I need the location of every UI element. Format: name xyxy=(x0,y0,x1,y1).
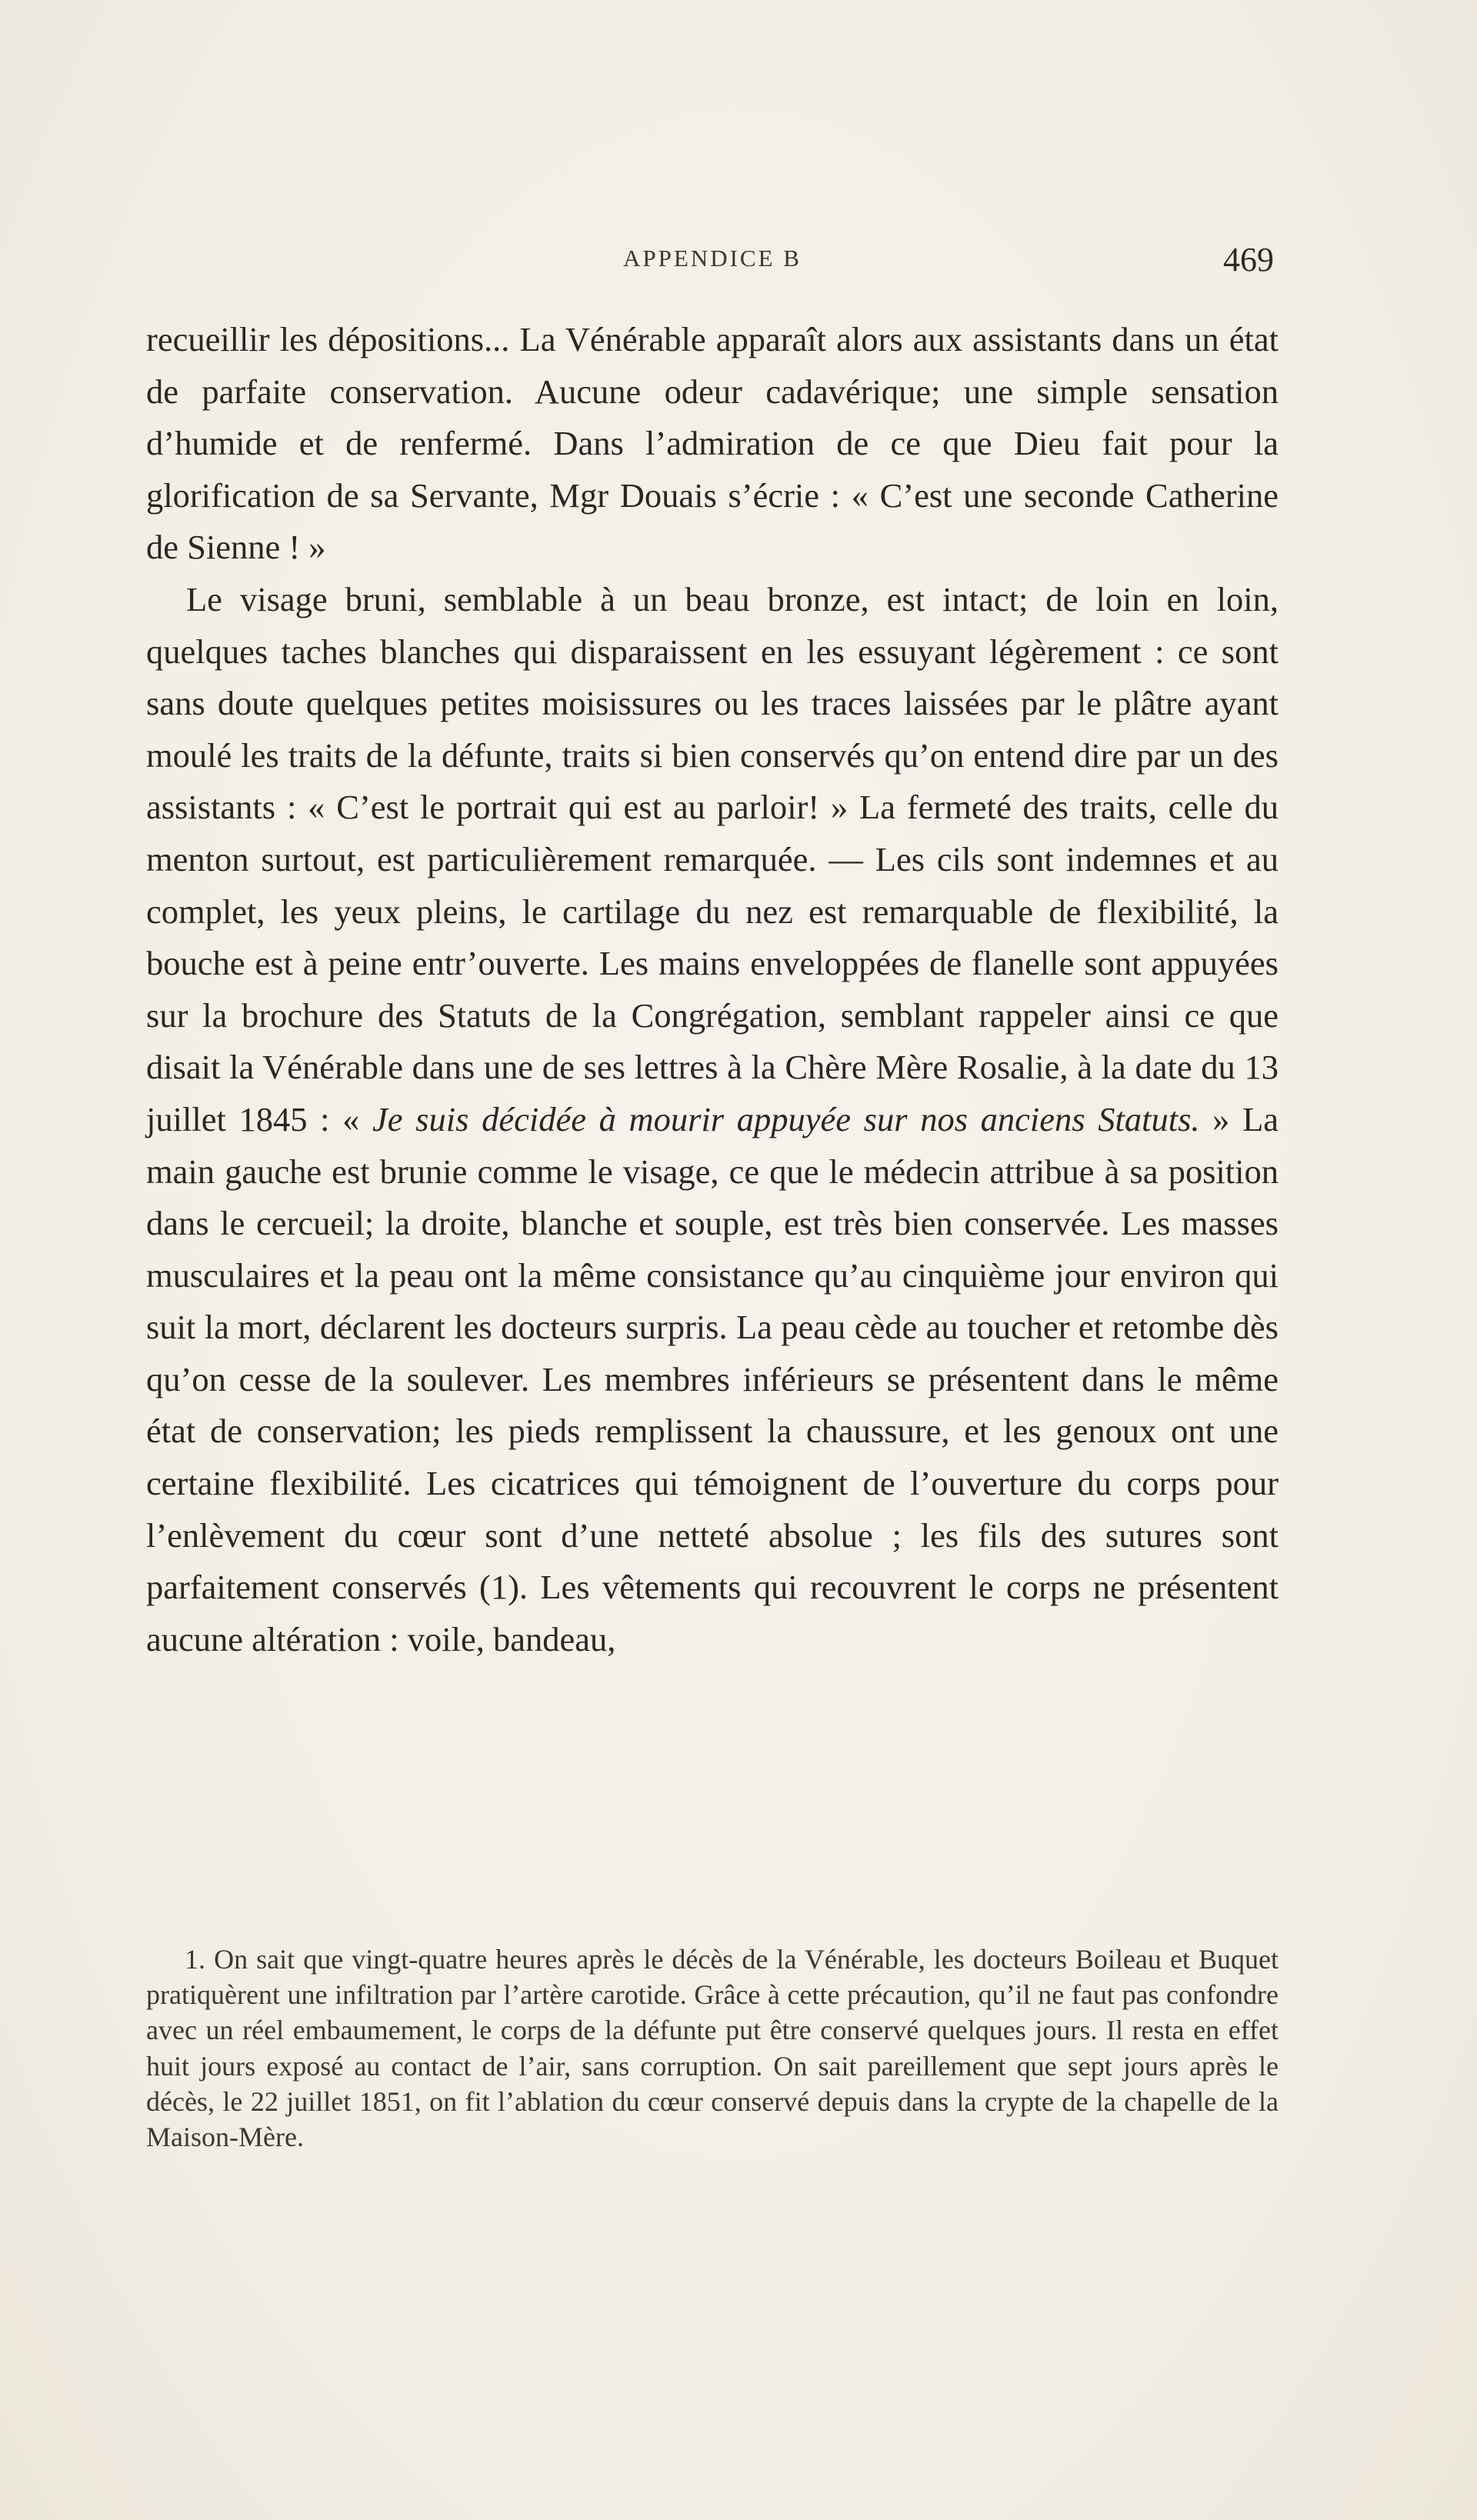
italic-quote: Je suis décidée à mourir appuyée sur nos anciens Statuts. xyxy=(372,1099,1200,1138)
page-header xyxy=(146,240,1279,286)
paragraph-2-text-b: » La main gauche est brunie comme le visage, ce que le médecin attribue à sa position dans le cercueil; la droite, blanche et souple, est très bien conservée. Les masses musculaires et la peau ont la même consistance qu’au cinquième jour environ qui suit la mort, déclarent les docteurs surpris. La peau cède au toucher et retombe dès qu’on cesse de la soulever. Les membres inférieurs se présentent dans le même état de conservation; les pieds remplissent la chaussure, et les genoux ont une certaine flexibilité. Les cicatrices qui témoignent de l’ouverture du corps pour l’enlèvement du cœur sont d’une netteté absolue ; les fils des sutures sont parfaitement conservés (1). Les vêtements qui recouvrent le corps ne présentent aucune altération : voile, bandeau, xyxy=(146,1099,1279,1658)
footnotes xyxy=(146,1942,1279,2155)
main-text xyxy=(146,314,1279,1665)
page-number: 469 xyxy=(1223,241,1274,278)
paragraph-2-text-a: Le visage bruni, semblable à un beau bronze, est intact; de loin en loin, quelques taches blanches qui disparaissent en les essuyant légèrement : ce sont sans doute quelques petites moisissures ou les traces laissées par le plâtre ayant moulé les traits de la défunte, traits si bien conservés qu’on entend dire par un des assistants : « C’est le portrait qui est au parloir! » La fermeté des traits, celle du menton surtout, est particulièrement remarquée. — Les cils sont indemnes et au complet, les yeux pleins, le cartilage du nez est remarquable de flexibilité, la bouche est à peine entr’ouverte. Les mains enveloppées de flanelle sont appuyées sur la brochure des Statuts de la Congrégation, semblant rappeler ainsi ce que disait la Vénérable dans une de ses lettres à la Chère Mère Rosalie, à la date du 13 juillet 1845 : « xyxy=(146,579,1279,1138)
paragraph-1: recueillir les dépositions... La Vénérable apparaît alors aux assistants dans un état de parfaite conservation. Aucune odeur cadavérique; une simple sensation d’humide et de renfermé. Dans l’admiration de ce que Dieu fait pour la glorification de sa Servante, Mgr Douais s’écrie : « C’est une seconde Catherine de Sienne ! » xyxy=(146,320,1279,567)
running-head: APPENDICE B xyxy=(623,245,802,272)
footnote-1: 1. On sait que vingt-quatre heures après le décès de la Vénérable, les docteurs Boileau et Buquet pratiquèrent une infiltration par l’artère carotide. Grâce à cette précaution, qu’il ne faut pas confondre avec un réel embaumement, le corps de la défunte put être conservé quelques jours. Il resta en effet huit jours exposé au contact de l’air, sans corruption. On sait pareillement que sept jours après le décès, le 22 juillet 1851, on fit l’ablation du cœur conservé depuis dans la crypte de la chapelle de la Maison-Mère. xyxy=(146,1944,1279,2153)
paragraph-2 xyxy=(146,574,1279,1665)
